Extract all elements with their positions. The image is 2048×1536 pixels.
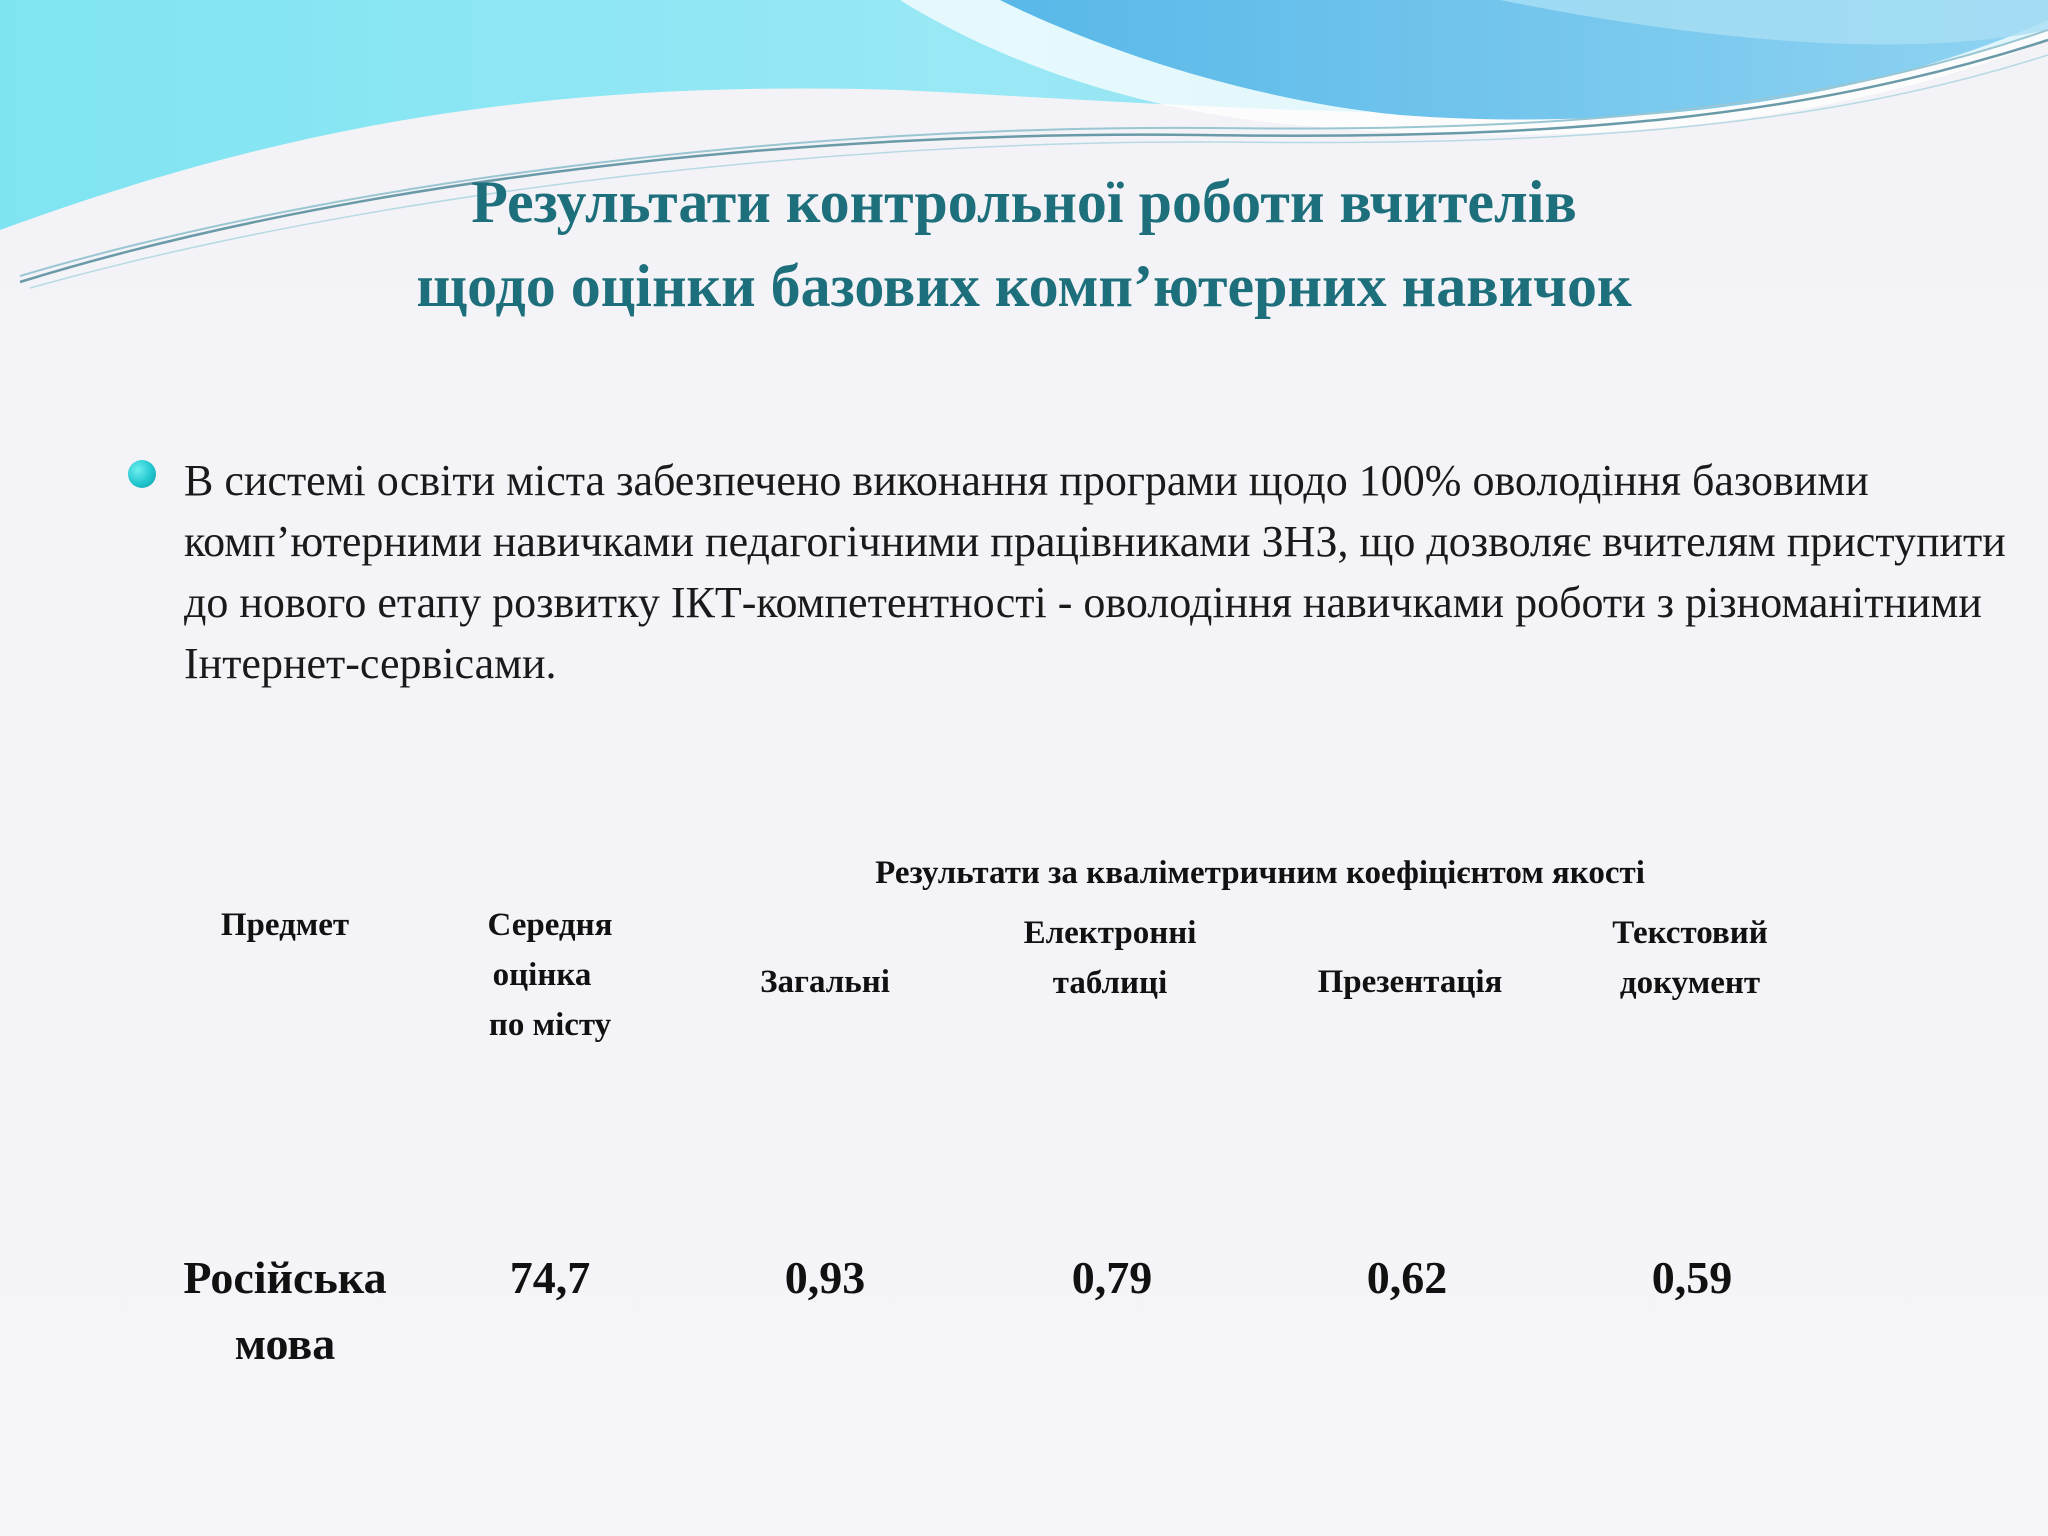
table-group-header: Результати за кваліметричним коефіцієнтом якості [875, 855, 1645, 891]
header-average-line-3: по місту [488, 1007, 612, 1043]
bullet-circle-icon [128, 460, 156, 488]
table-cell-text-document: 0,59 [1651, 1252, 1733, 1303]
table-header-presentation: Презентація [1317, 964, 1503, 1000]
subject-line-2: мова [234, 1318, 336, 1369]
table-cell-general: 0,93 [784, 1252, 866, 1303]
table-cell-spreadsheets: 0,79 [1071, 1252, 1153, 1303]
slide-title [0, 160, 2048, 328]
table-cell-subject [150, 1245, 420, 1377]
table-cell-presentation: 0,62 [1366, 1252, 1448, 1303]
header-average-line-1: Середня [487, 907, 613, 943]
subject-line-1: Російська [183, 1252, 387, 1303]
bullet-text: В системі освіти міста забезпечено виконання програми щодо 100% оволодіння базовими комп’ютерними навичками педагогічними працівниками ЗНЗ, що дозволяє вчителям приступити до нового етапу розвитку ІКТ-компетентності - оволодіння навичками роботи з різноманітними Інтернет-сервісами. [184, 456, 2006, 688]
header-spreadsheets-line-1: Електронні [1023, 915, 1197, 951]
table-header-subject: Предмет [220, 907, 350, 943]
header-textdoc-line-1: Текстовий [1612, 915, 1768, 951]
title-line-2: щодо оцінки базових комп’ютерних навичок [416, 253, 1632, 319]
table-cell-average: 74,7 [509, 1252, 591, 1303]
table-header-general: Загальні [760, 964, 890, 1000]
header-average-line-2: оцінка [492, 957, 592, 993]
header-textdoc-line-2: документ [1619, 965, 1761, 1001]
table-header-text-document [1570, 908, 1810, 1008]
table-header-spreadsheets [990, 908, 1230, 1008]
title-line-1: Результати контрольної роботи вчителів [471, 169, 1577, 235]
header-spreadsheets-line-2: таблиці [1052, 965, 1168, 1001]
table-header-average [430, 900, 670, 1050]
